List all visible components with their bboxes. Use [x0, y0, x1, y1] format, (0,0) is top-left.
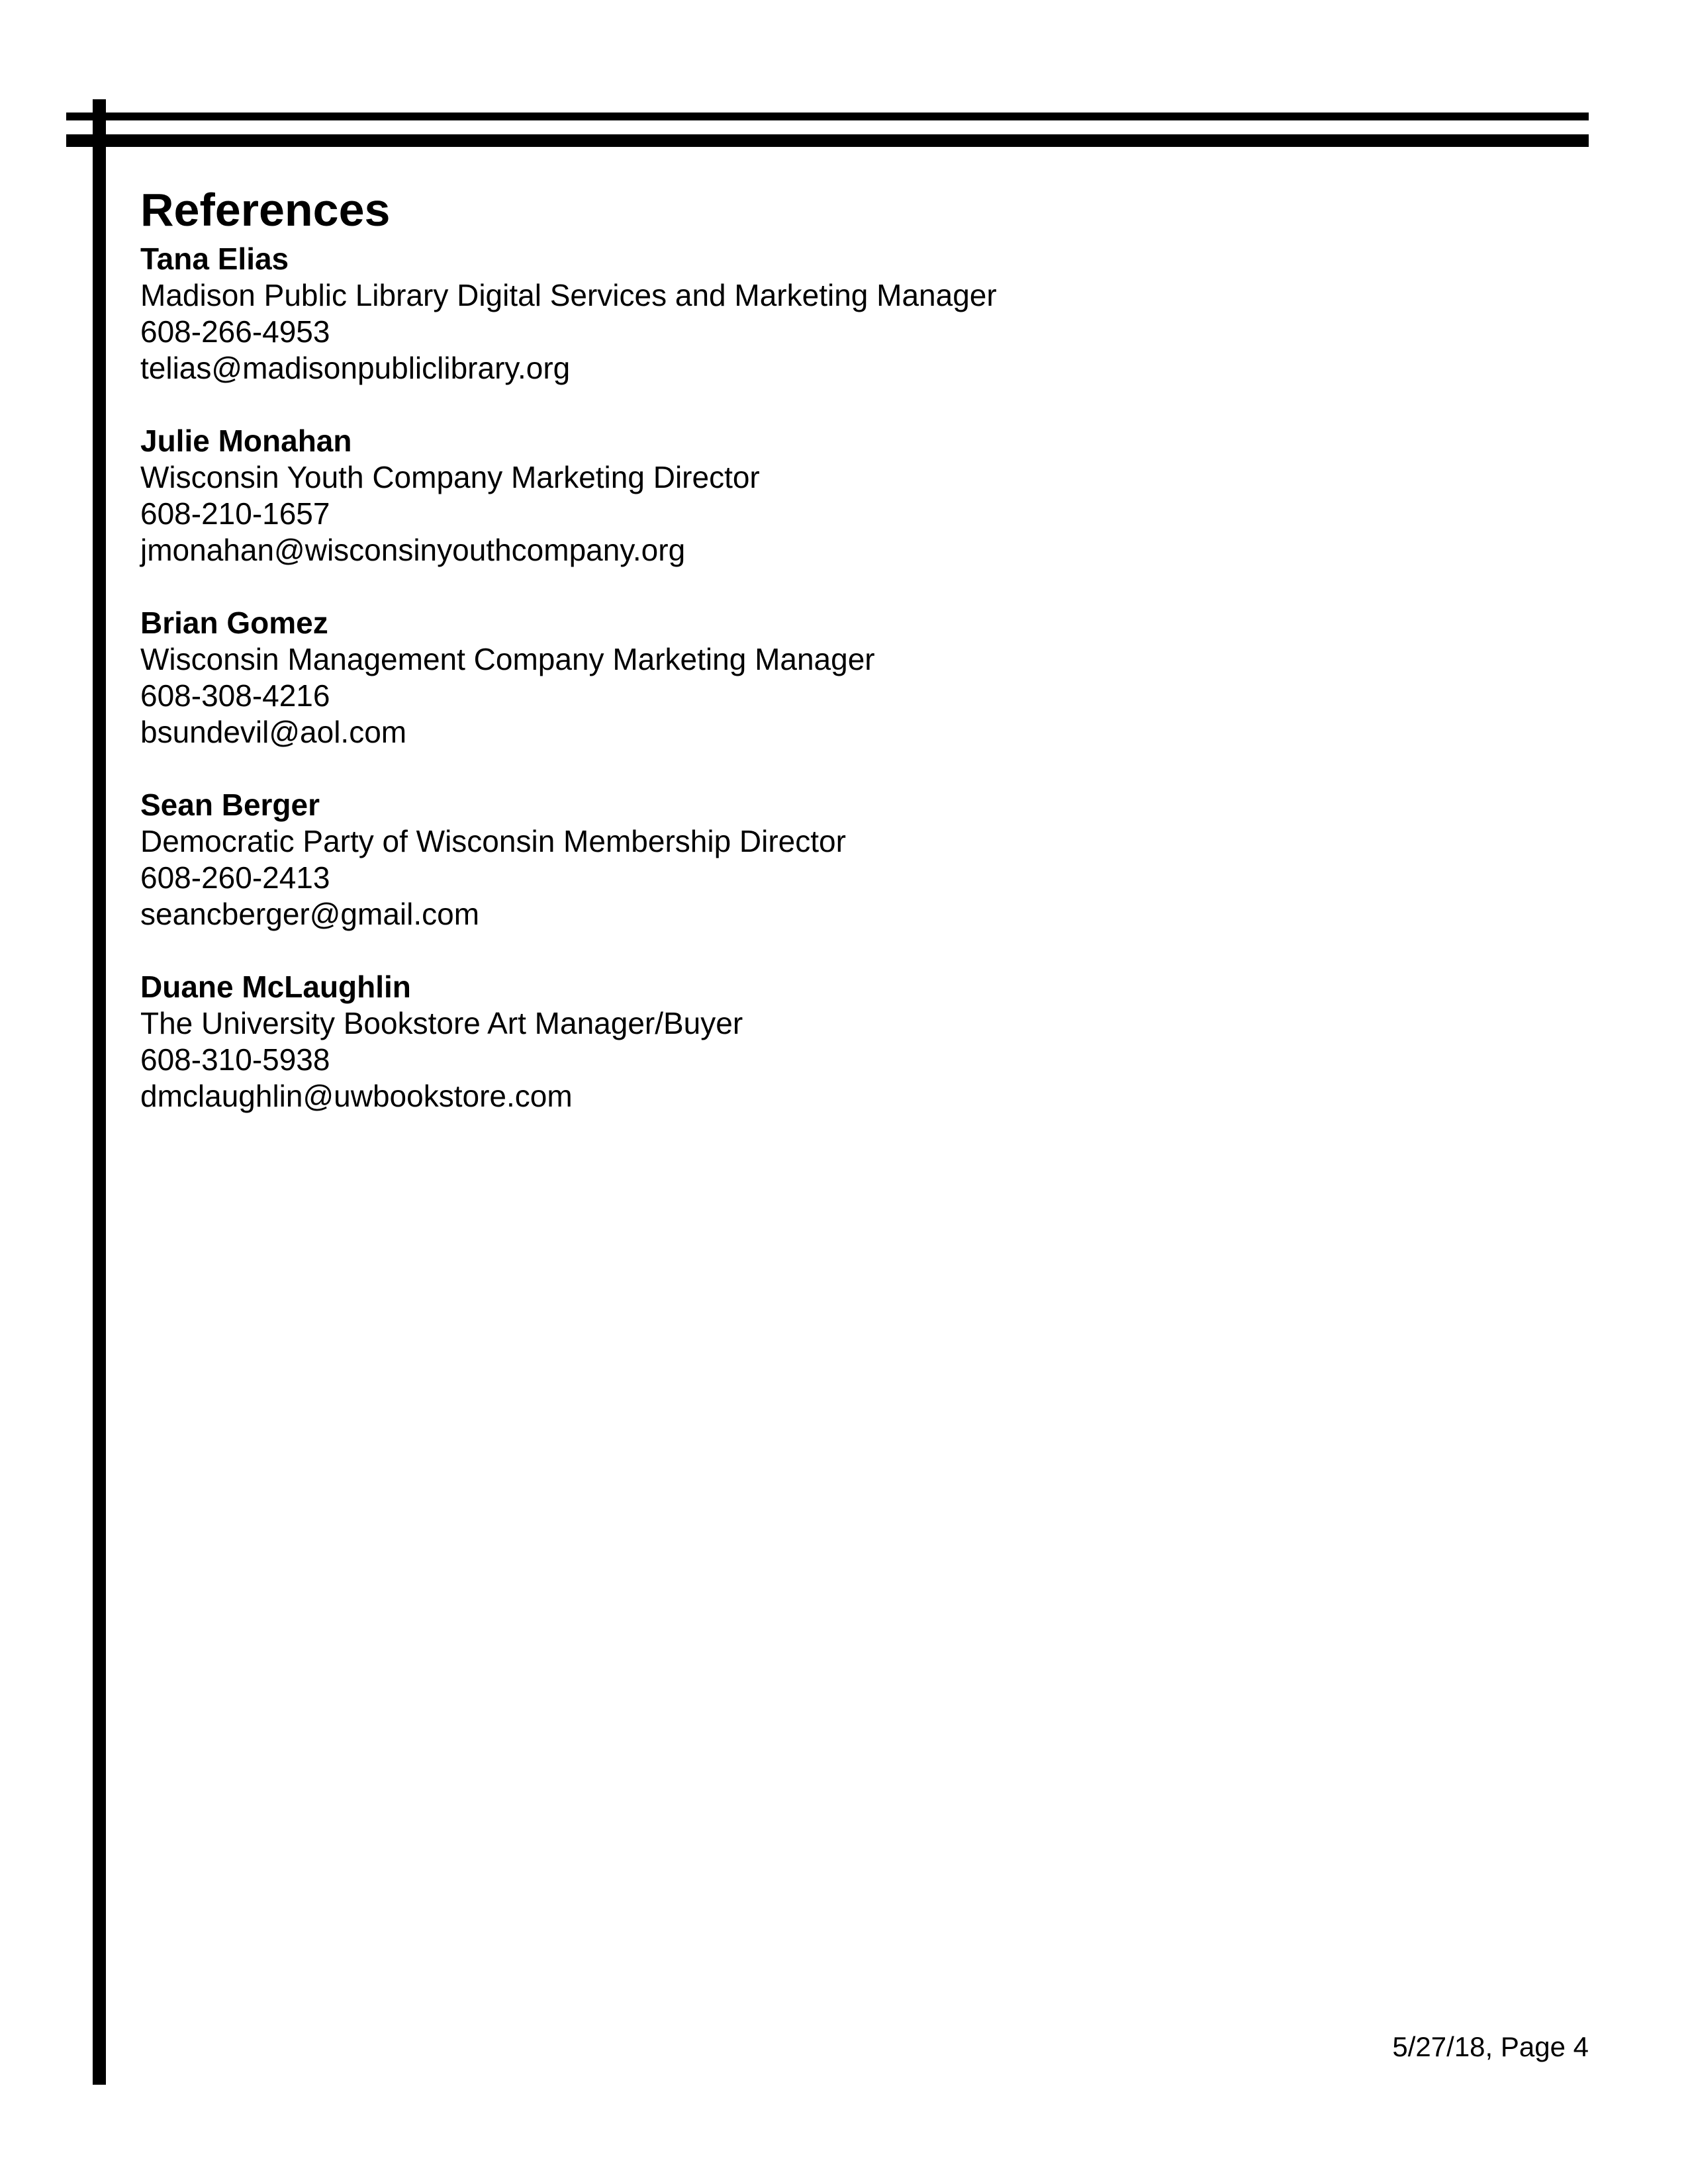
reference-phone: 608-260-2413	[140, 860, 330, 895]
reference-role: The University Bookstore Art Manager/Buyer	[140, 1006, 743, 1040]
reference-email: bsundevil@aol.com	[140, 715, 407, 749]
reference-entry	[140, 423, 1564, 569]
reference-name: Julie Monahan	[140, 424, 352, 458]
header-rule-thick	[66, 134, 1589, 147]
reference-role: Democratic Party of Wisconsin Membership Director	[140, 824, 846, 858]
reference-entry	[140, 241, 1564, 387]
reference-entry	[140, 605, 1564, 751]
reference-phone: 608-266-4953	[140, 314, 330, 349]
left-margin-rule	[93, 99, 106, 2085]
reference-name: Brian Gomez	[140, 606, 328, 640]
reference-email: seancberger@gmail.com	[140, 897, 480, 931]
reference-entry	[140, 787, 1564, 933]
reference-name: Sean Berger	[140, 788, 320, 822]
reference-entry	[140, 969, 1564, 1115]
reference-phone: 608-210-1657	[140, 496, 330, 531]
reference-role: Wisconsin Management Company Marketing Manager	[140, 642, 875, 676]
reference-name: Duane McLaughlin	[140, 970, 411, 1004]
page-footer: 5/27/18, Page 4	[1392, 2031, 1589, 2062]
reference-email: dmclaughlin@uwbookstore.com	[140, 1079, 573, 1113]
reference-email: telias@madisonpubliclibrary.org	[140, 351, 571, 385]
page-title: References	[140, 184, 391, 236]
reference-name: Tana Elias	[140, 242, 289, 276]
reference-role: Madison Public Library Digital Services and Marketing Manager	[140, 278, 997, 312]
reference-phone: 608-310-5938	[140, 1042, 330, 1077]
reference-role: Wisconsin Youth Company Marketing Director	[140, 460, 760, 494]
reference-email: jmonahan@wisconsinyouthcompany.org	[140, 533, 686, 567]
references-section	[140, 180, 1564, 1151]
header-rule-thin	[66, 113, 1589, 120]
reference-phone: 608-308-4216	[140, 678, 330, 713]
